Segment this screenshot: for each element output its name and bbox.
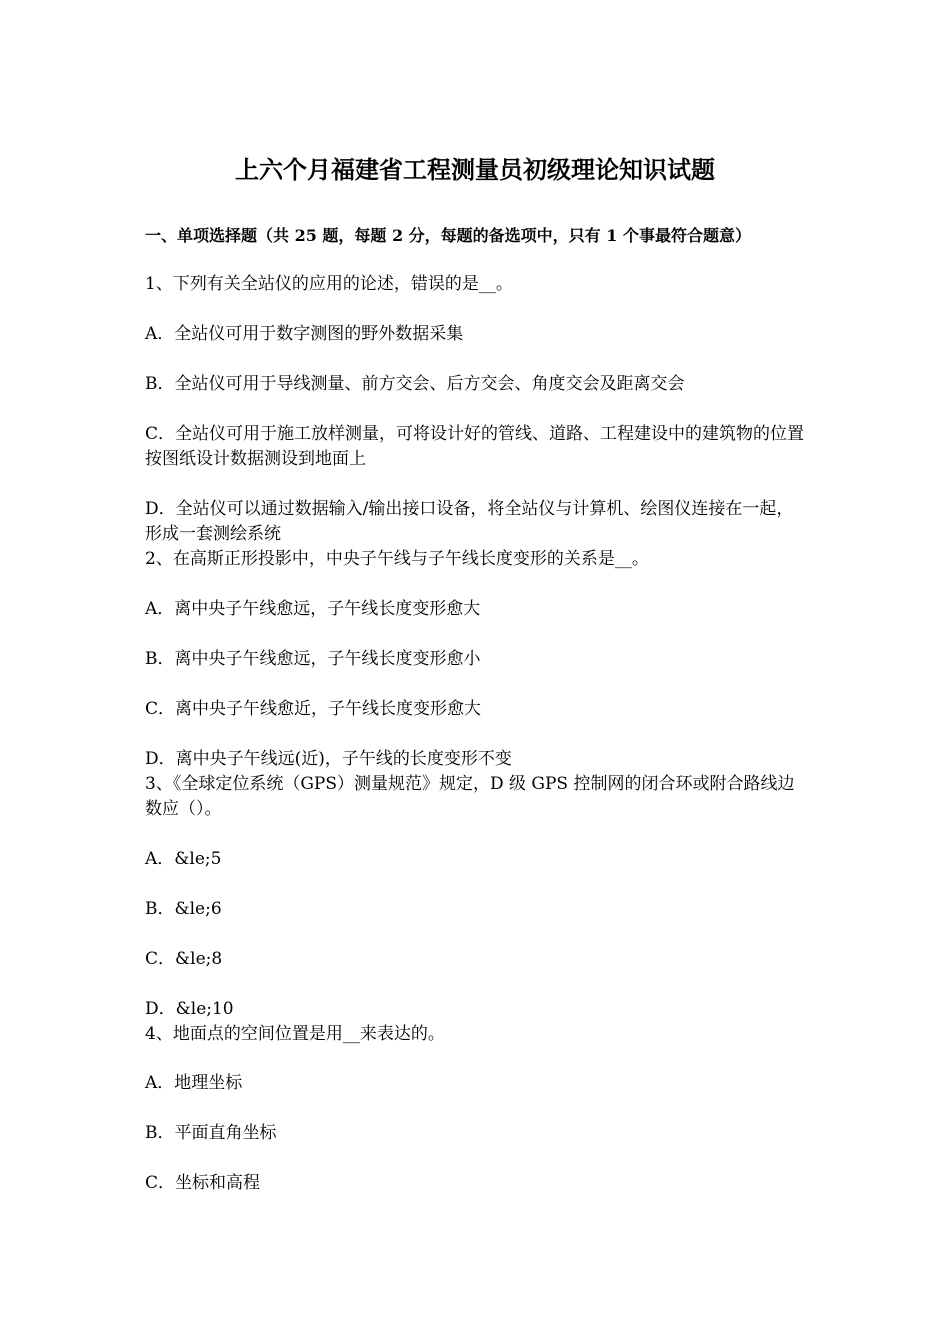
section-heading: 一、单项选择题（共 25 题，每题 2 分，每题的备选项中，只有 1 个事最符合题意） — [145, 226, 751, 245]
question-2-stem: 2、在高斯正形投影中，中央子午线与子午线长度变形的关系是__。 — [145, 549, 649, 569]
question-3-stem: 3、《全球定位系统（GPS）测量规范》规定，D 级 GPS 控制网的闭合环或附合路线边数应（）。 — [145, 774, 795, 819]
question-4-stem: 4、地面点的空间位置是用__来表达的。 — [145, 1024, 445, 1044]
question-4-option-b: B．平面直角坐标 — [145, 1123, 277, 1143]
question-4-option-a: A．地理坐标 — [145, 1073, 243, 1093]
question-3-option-b: B．&le;6 — [145, 899, 222, 919]
question-1-option-d: D．全站仪可以通过数据输入/输出接口设备，将全站仪与计算机、绘图仪连接在一起，形成一套测绘系统 — [145, 499, 794, 544]
question-3-option-a: A．&le;5 — [145, 849, 222, 869]
question-2-option-a: A．离中央子午线愈远，子午线长度变形愈大 — [145, 599, 481, 619]
question-1-option-c: C．全站仪可用于施工放样测量，可将设计好的管线、道路、工程建设中的建筑物的位置按图纸设计数据测设到地面上 — [145, 424, 805, 469]
question-3-option-d: D．&le;10 — [145, 999, 234, 1019]
question-1-option-a: A．全站仪可用于数字测图的野外数据采集 — [145, 324, 464, 344]
question-2-option-c: C．离中央子午线愈近，子午线长度变形愈大 — [145, 699, 482, 719]
question-4-option-c: C．坐标和高程 — [145, 1173, 261, 1193]
question-2-option-d: D．离中央子午线远(近)，子午线的长度变形不变 — [145, 749, 512, 769]
question-3-option-c: C．&le;8 — [145, 949, 223, 969]
question-2-option-b: B．离中央子午线愈远，子午线长度变形愈小 — [145, 649, 481, 669]
page-title: 上六个月福建省工程测量员初级理论知识试题 — [235, 155, 715, 184]
question-1-option-b: B．全站仪可用于导线测量、前方交会、后方交会、角度交会及距离交会 — [145, 374, 685, 394]
question-1-stem: 1、下列有关全站仪的应用的论述，错误的是__。 — [145, 274, 513, 294]
